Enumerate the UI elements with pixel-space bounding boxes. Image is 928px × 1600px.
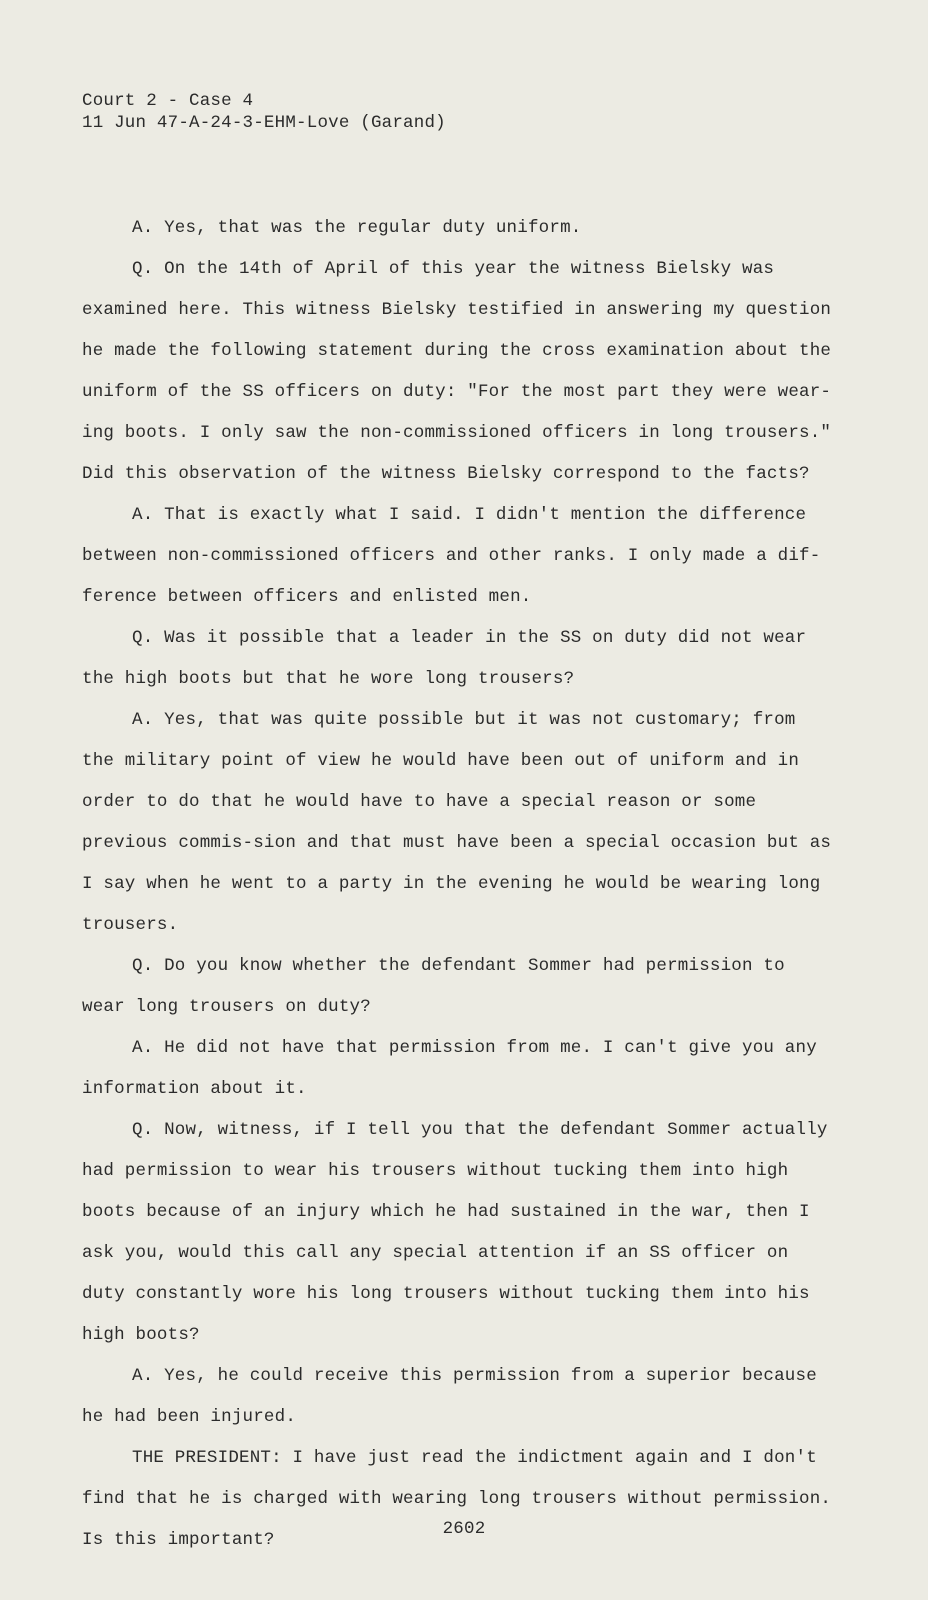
transcript-paragraph: A. That is exactly what I said. I didn't mention the difference between non-commissioned officers and other ranks. I only made a dif-ference between officers and enlisted men.: [82, 505, 821, 607]
page-number: 2602: [442, 1519, 486, 1539]
transcript-paragraph: A. Yes, that was quite possible but it was not customary; from the military point of view he would have been out of uniform and in order to do that he would have to have a special reason or some previous commis-sion and that must have been a special occasion but as I say when he went to a party in the evening he would be wearing long trousers.: [82, 710, 832, 935]
transcript-paragraph: A. He did not have that permission from me. I can't give you any information about it.: [82, 1038, 817, 1099]
header-session-info: 11 Jun 47-A-24-3-EHM-Love (Garand): [82, 113, 446, 133]
transcript-paragraph: Q. Was it possible that a leader in the SS on duty did not wear the high boots but that he wore long trousers?: [82, 628, 807, 689]
transcript-paragraph: Q. Now, witness, if I tell you that the defendant Sommer actually had permission to wear his trousers without tucking them into high boots because of an injury which he had sustained in the war, then I ask you, would this call any special attention if an SS officer on duty constantly wore his long trousers without tucking them into his high boots?: [82, 1120, 828, 1345]
document-header: [82, 90, 446, 134]
transcript-paragraph: THE PRESIDENT: I have just read the indictment again and I don't find that he is charged with wearing long trousers without permission. Is this important?: [82, 1448, 832, 1550]
transcript-paragraph: Q. Do you know whether the defendant Sommer had permission to wear long trousers on duty?: [82, 956, 785, 1017]
transcript-paragraph: Q. On the 14th of April of this year the witness Bielsky was examined here. This witness Bielsky testified in answering my question he made the following statement during the cross examination about the uniform of the SS officers on duty: "For the most part they were wear-ing boots. I only saw the non-commissioned officers in long trousers." Did this observation of the witness Bielsky correspond to the facts?: [82, 259, 832, 484]
transcript-paragraph: A. Yes, he could receive this permission from a superior because he had been injured.: [82, 1366, 817, 1427]
transcript-paragraph: A. Yes, that was the regular duty uniform.: [132, 218, 582, 238]
header-court-case: Court 2 - Case 4: [82, 91, 254, 111]
transcript-body: [82, 208, 832, 1561]
